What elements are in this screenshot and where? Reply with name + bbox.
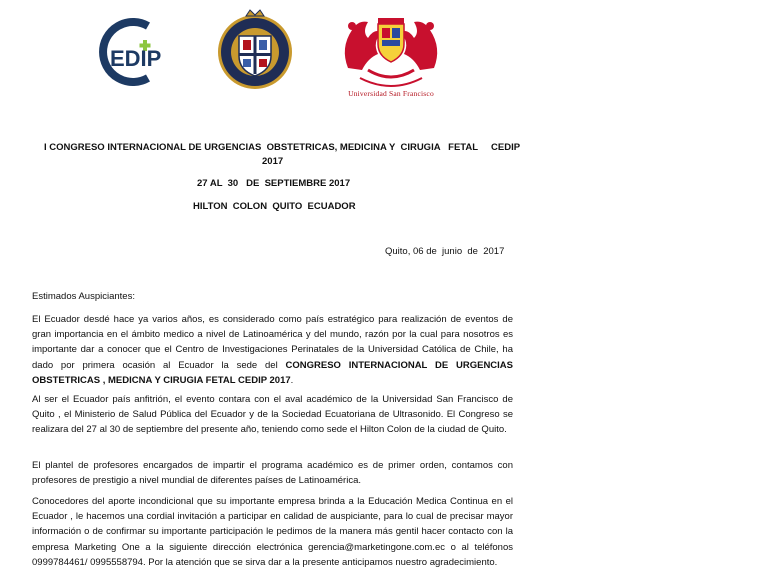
congress-dates: 27 AL 30 DE SEPTIEMBRE 2017 [197,178,351,189]
congress-title-line1: I CONGRESO INTERNACIONAL DE URGENCIAS OBSTETRICAS, MEDICINA Y CIRUGIA FETAL CEDIP [44,142,521,153]
congress-venue: HILTON COLON QUITO ECUADOR [193,201,356,212]
paragraph-2: Al ser el Ecuador país anfitrión, el evento contara con el aval académico de la Universidad San Francisco de Quito , el Ministerio de Salud Pública del Ecuador y de la Sociedad Ecuatoriana de Ultrasonido. El Congreso se realizara del 27 al 30 de septiembre del presente año, teniendo como sede el Hilton Colon de la ciudad de Quito. [32,394,513,436]
usfq-logo-text: Universidad San Francisco [348,89,434,98]
uc-chile-seal [216,4,294,94]
paragraph-1 [32,312,513,388]
paragraph-4: Conocedores del aporte incondicional que su importante empresa brinda a la Educación Medica Continua en el Ecuador , le hacemos una cordial invitación a participar en calidad de auspiciante, para lo cual de precisar mayor información o de confirmar su importante participación le pedimos de la manera más gentil hacer contacto con la empresa Marketing One a la siguiente dirección electrónica gerencia@marketingone.com.ec o al teléfonos 0999784461/ 0995558794. Por la atención que se sirva dar a la presente anticipamos nuestro agradecimiento. [32,496,513,568]
paragraph-1-end: . [290,374,294,386]
cedip-logo-text: EDIP [110,46,162,71]
paragraph-1-text: El Ecuador desdé hace ya varios años, es considerado como país estratégico para realización de eventos de gran importancia en el ámbito medico a nivel de Latinoamérica y del mundo, razón por la cual para nosotros es importante dar a conocer que el Centro de Investigaciones Perinatales de la Universidad Católica de Chile, ha dado por primera ocasión al Ecuador la sede del [32,314,513,371]
usfq-logo [338,8,444,100]
paragraph-1-congress-name: CONGRESO INTERNACIONAL DE URGENCIAS OBSTETRICAS , MEDICNA Y CIRUGIA FETAL CEDIP 2017 [32,359,513,386]
paragraph-3: El plantel de profesores encargados de impartir el programa académico es de primer orden, contamos con profesores de prestigio a nivel mundial de diferentes países de Latinoamérica. [32,460,513,487]
congress-title-line2: 2017 [262,156,284,167]
place-date: Quito, 06 de junio de 2017 [385,246,505,257]
letter-greeting: Estimados Auspiciantes: [32,291,135,302]
cedip-logo [96,16,168,86]
